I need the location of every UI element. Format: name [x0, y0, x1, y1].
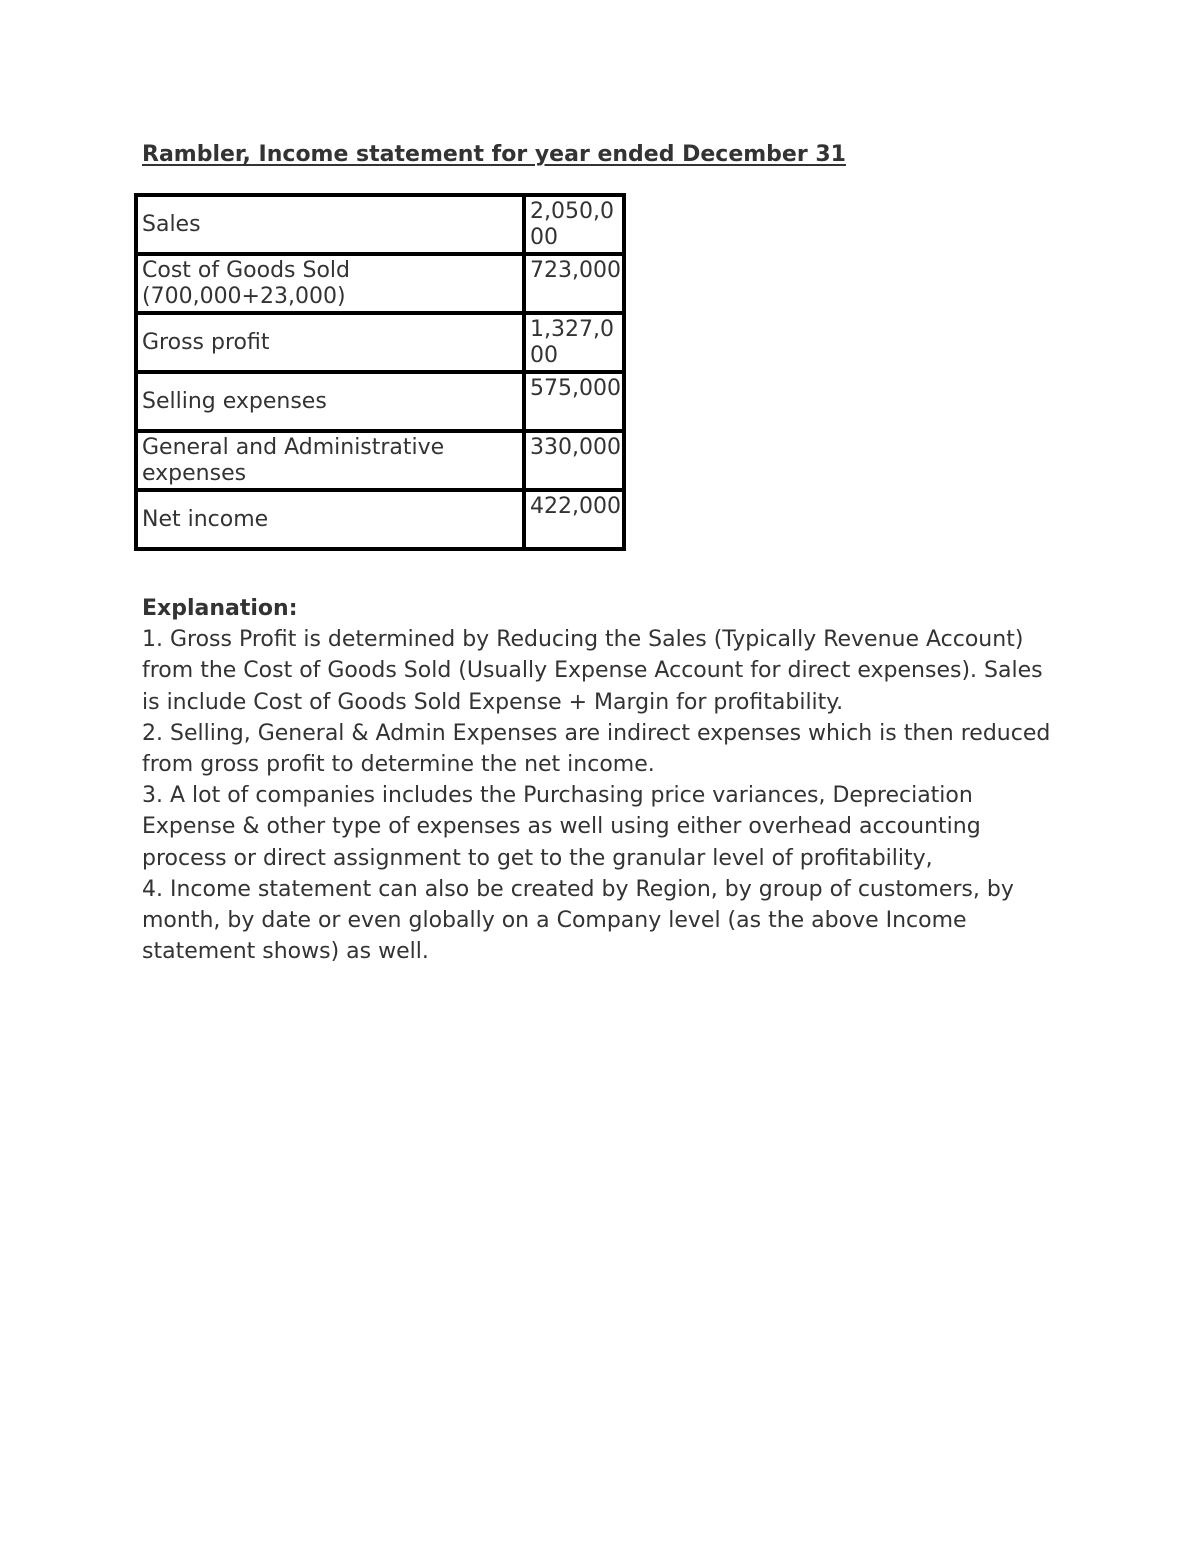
- explanation-point: 2. Selling, General & Admin Expenses are indirect expenses which is then reduced from gross profit to determine the net income.: [142, 720, 1051, 778]
- table-row: [136, 372, 624, 431]
- row-label: Cost of Goods Sold (700,000+23,000): [136, 254, 524, 313]
- row-value: 422,000: [524, 490, 624, 549]
- document-title: Rambler, Income statement for year ended December 31: [142, 142, 846, 167]
- table-row: [136, 490, 624, 549]
- row-value: 575,000: [524, 372, 624, 431]
- document-page: [142, 141, 1062, 965]
- row-value: 1,327,000: [524, 313, 624, 372]
- row-value: 723,000: [524, 254, 624, 313]
- table-row: [136, 254, 624, 313]
- explanation-point: 4. Income statement can also be created by Region, by group of customers, by month, by date or even globally on a Company level (as the above Income statement shows) as well.: [142, 876, 1014, 965]
- table-row: [136, 195, 624, 254]
- row-label: Gross profit: [136, 313, 524, 372]
- explanation-heading: Explanation:: [142, 596, 298, 621]
- explanation-section: [142, 593, 1052, 967]
- row-value: 2,050,000: [524, 195, 624, 254]
- table-row: [136, 313, 624, 372]
- row-label: General and Administrative expenses: [136, 431, 524, 490]
- explanation-point: 1. Gross Profit is determined by Reducing the Sales (Typically Revenue Account) from the Cost of Goods Sold (Usually Expense Account for direct expenses). Sales is include Cost of Goods Sold Expense + Margin for profitability.: [142, 627, 1043, 715]
- row-value: 330,000: [524, 431, 624, 490]
- row-label: Selling expenses: [136, 372, 524, 431]
- row-label: Net income: [136, 490, 524, 549]
- row-label: Sales: [136, 195, 524, 254]
- explanation-point: 3. A lot of companies includes the Purchasing price variances, Depreciation Expense & other type of expenses as well using either overhead accounting process or direct assignment to get to the granular level of profitability,: [142, 783, 981, 871]
- table-row: [136, 431, 624, 490]
- income-statement-table: [134, 193, 626, 551]
